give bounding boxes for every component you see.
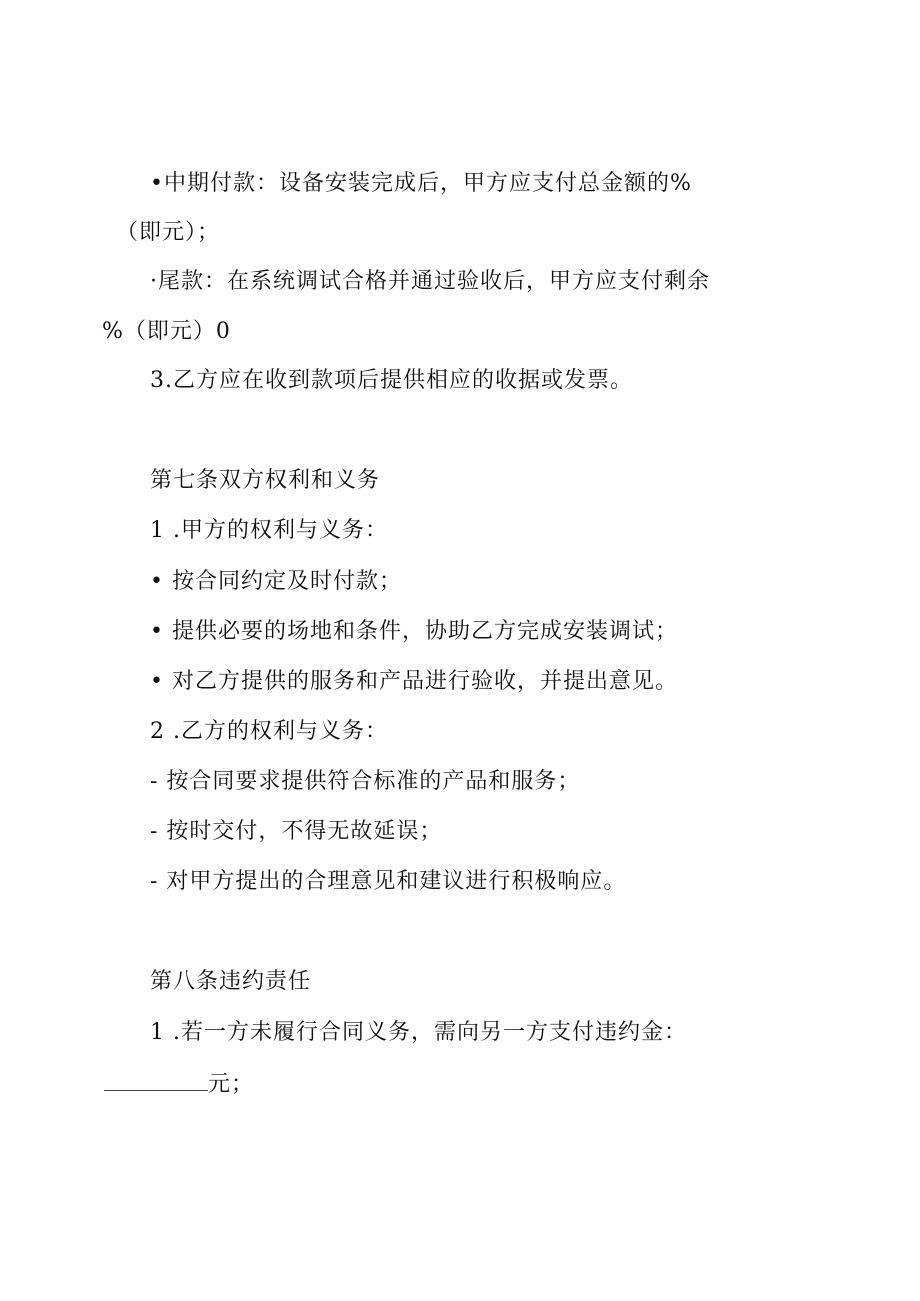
mid-payment-line-1: •中期付款：设备安装完成后，甲方应支付总金额的%: [150, 171, 692, 196]
currency-unit: 元；: [208, 1072, 255, 1097]
party-b-item: - 对甲方提出的合理意见和建议进行积极响应。: [150, 869, 627, 894]
penalty-clause-line-1: 1 .若一方未履行合同义务，需向另一方支付违约金：: [150, 1020, 687, 1045]
penalty-clause-line-2: [104, 1068, 254, 1100]
mid-payment-line-2: （即元）；: [116, 220, 221, 245]
party-a-item: • 按合同约定及时付款；: [150, 569, 402, 594]
final-payment-line-1: ·尾款：在系统调试合格并通过验收后，甲方应支付剩余: [150, 269, 710, 294]
section-8-heading: 第八条违约责任: [150, 969, 312, 994]
party-b-title: 2 .乙方的权利与义务：: [150, 719, 388, 744]
blank-amount-field: [104, 1068, 208, 1091]
section-7-heading: 第七条双方权利和义务: [150, 468, 381, 493]
party-a-item: • 提供必要的场地和条件，协助乙方完成安装调试；: [150, 619, 678, 644]
party-b-item: - 按时交付，不得无故延误；: [150, 819, 443, 844]
party-a-title: 1 .甲方的权利与义务：: [150, 518, 388, 543]
party-b-item: - 按合同要求提供符合标准的产品和服务；: [150, 769, 581, 794]
party-a-item: • 对乙方提供的服务和产品进行验收，并提出意见。: [150, 669, 678, 694]
final-payment-line-2: %（即元）0: [102, 319, 231, 344]
receipt-clause: 3.乙方应在收到款项后提供相应的收据或发票。: [150, 368, 633, 393]
